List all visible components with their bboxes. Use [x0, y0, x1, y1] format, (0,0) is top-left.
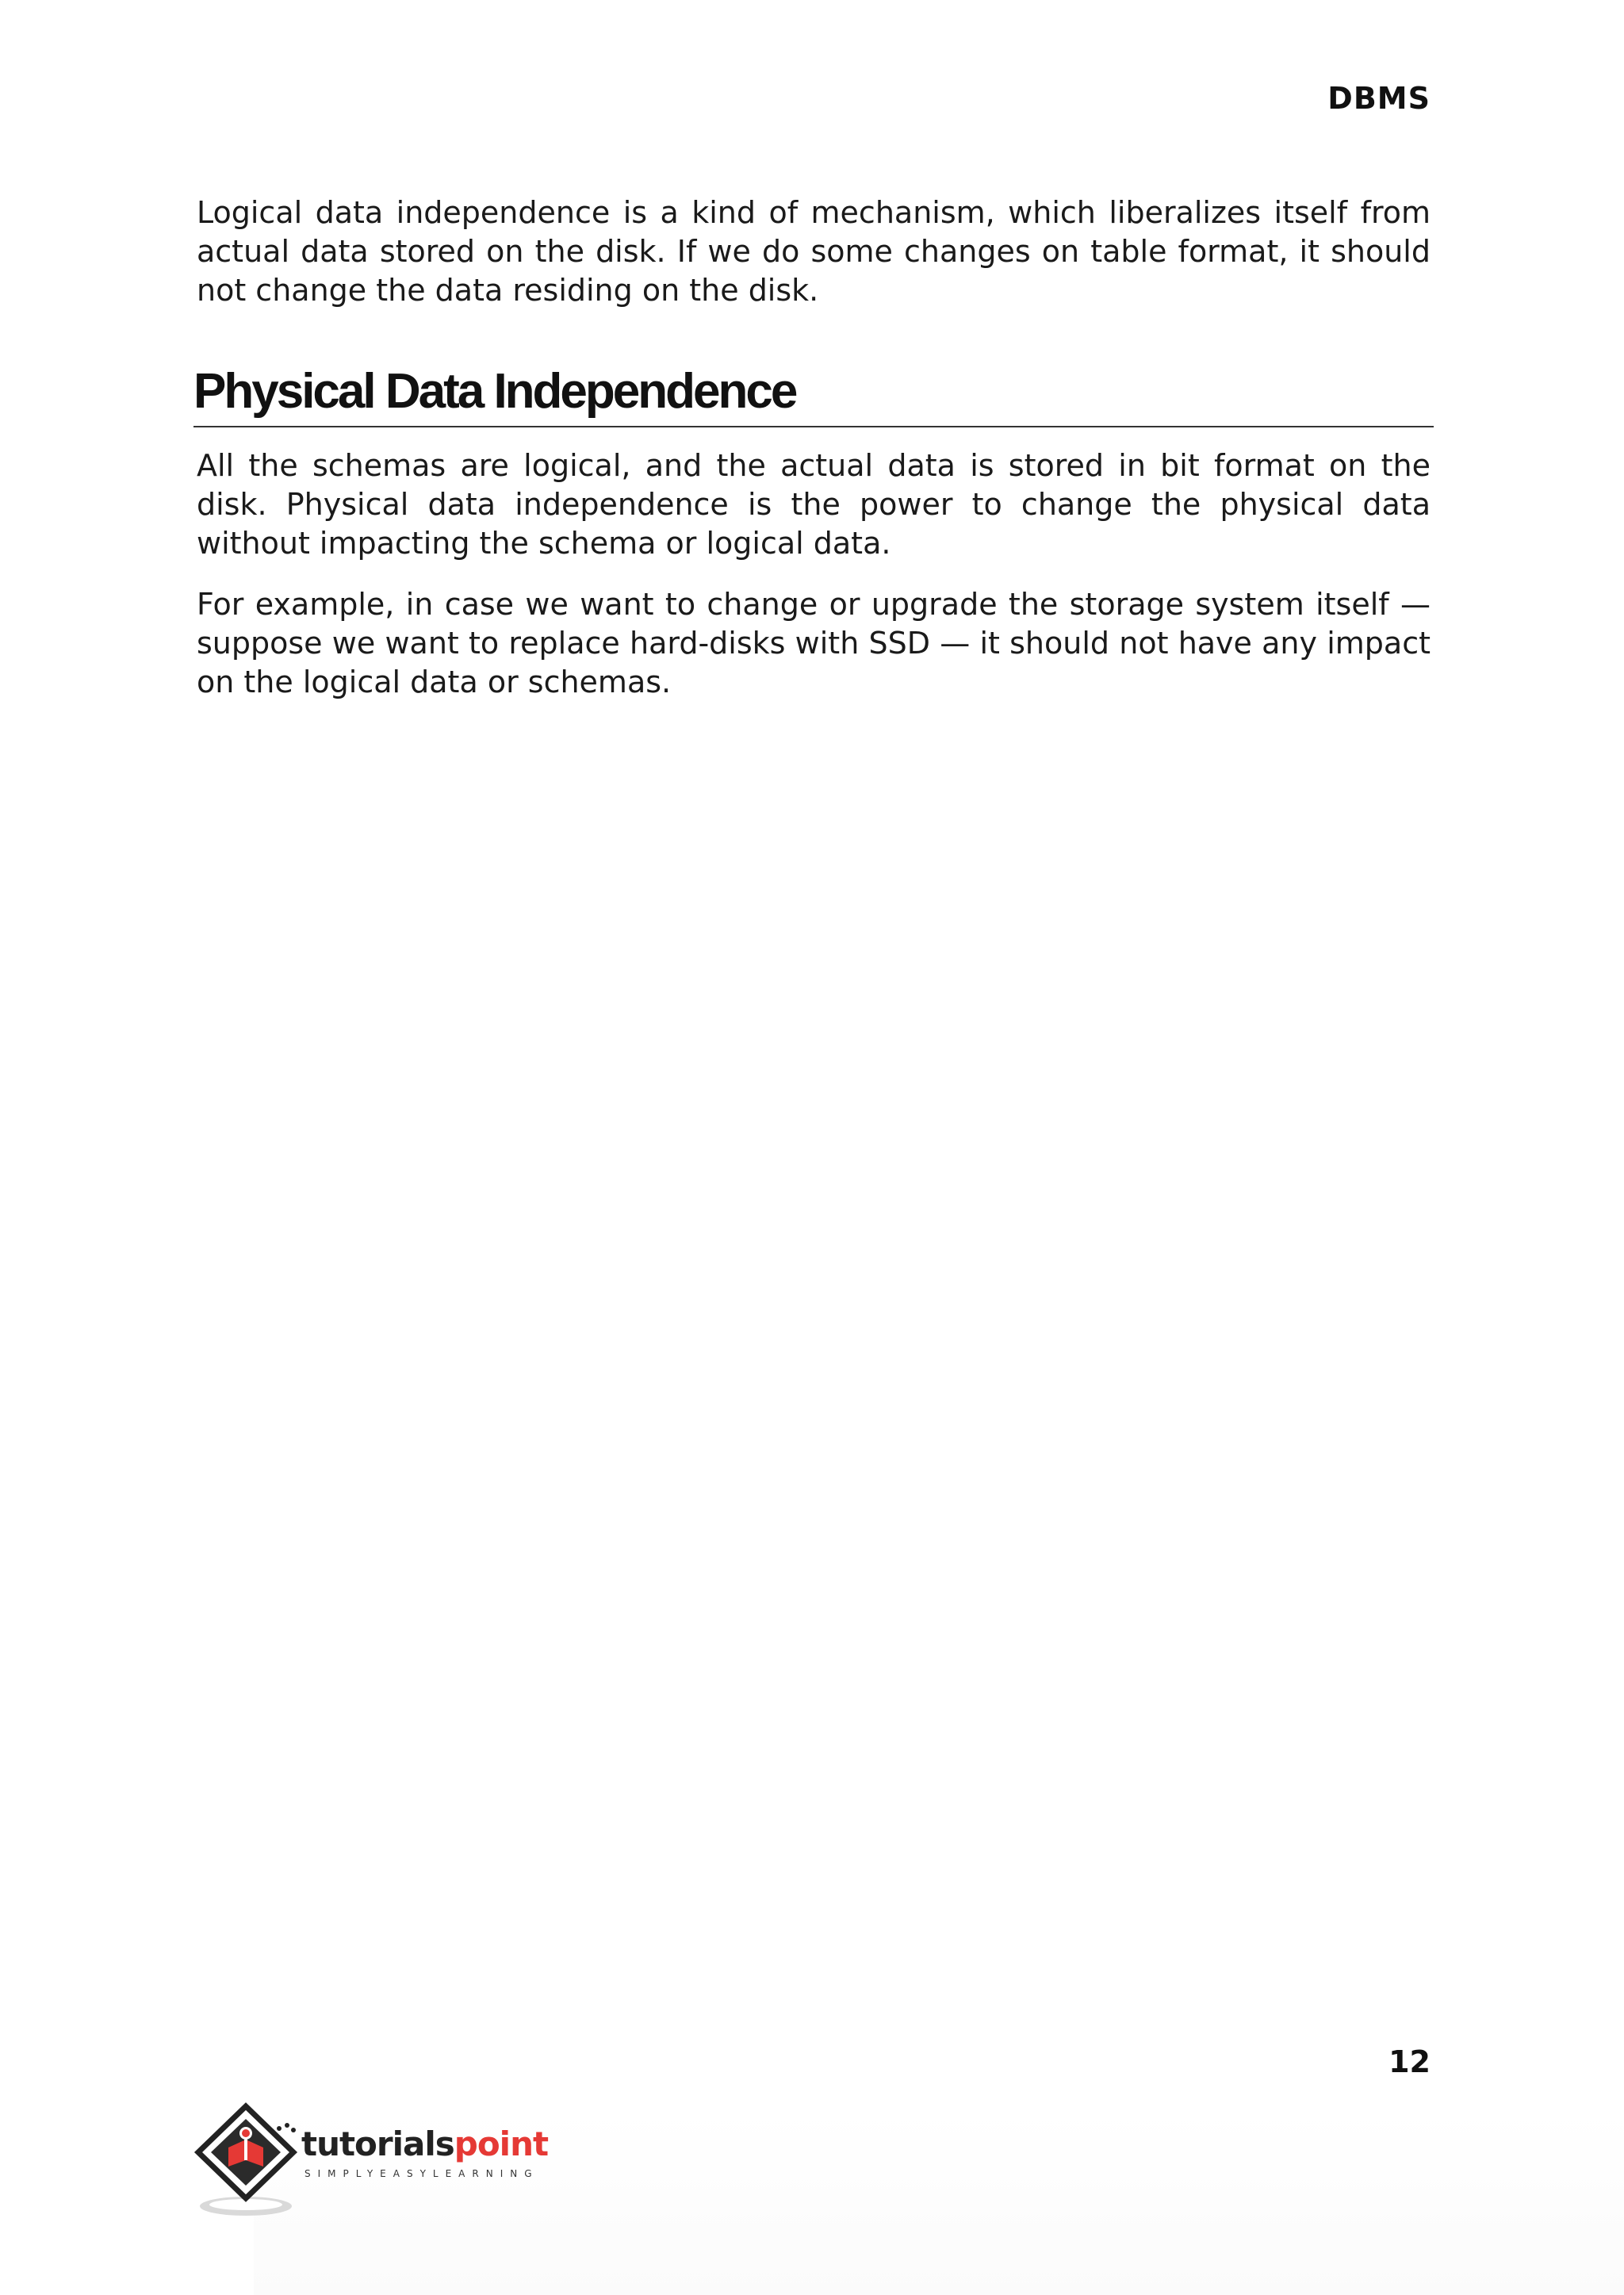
page-content	[193, 193, 1431, 702]
logo-word-part2: point	[454, 2125, 549, 2163]
logo-word-part1: tutorials	[301, 2125, 454, 2163]
section-heading-block	[193, 364, 1434, 427]
running-header-title: DBMS	[1327, 81, 1431, 116]
logo-emblem-icon	[193, 2102, 304, 2220]
section-heading: Physical Data Independence	[193, 364, 796, 419]
logo-wordmark	[301, 2125, 548, 2163]
intro-paragraph: Logical data independence is a kind of mechanism, which liberalizes itself from actual data stored on the disk. If we do some changes on table format, it should not change the data residing on the disk.	[197, 195, 1431, 308]
tutorialspoint-logo	[193, 2102, 574, 2220]
section-body	[197, 446, 1431, 702]
logo-tagline: SIMPLYEASYLEARNING	[304, 2168, 539, 2179]
section-paragraph-1: All the schemas are logical, and the actual data is stored in bit format on the disk. Physical data independence is the power to change the physical data without impacting the schema or logical data.	[197, 448, 1431, 561]
page-number: 12	[1388, 2044, 1431, 2079]
section-paragraph-2: For example, in case we want to change or upgrade the storage system itself — suppose we want to replace hard-disks with SSD — it should not have any impact on the logical data or schemas.	[197, 587, 1431, 699]
